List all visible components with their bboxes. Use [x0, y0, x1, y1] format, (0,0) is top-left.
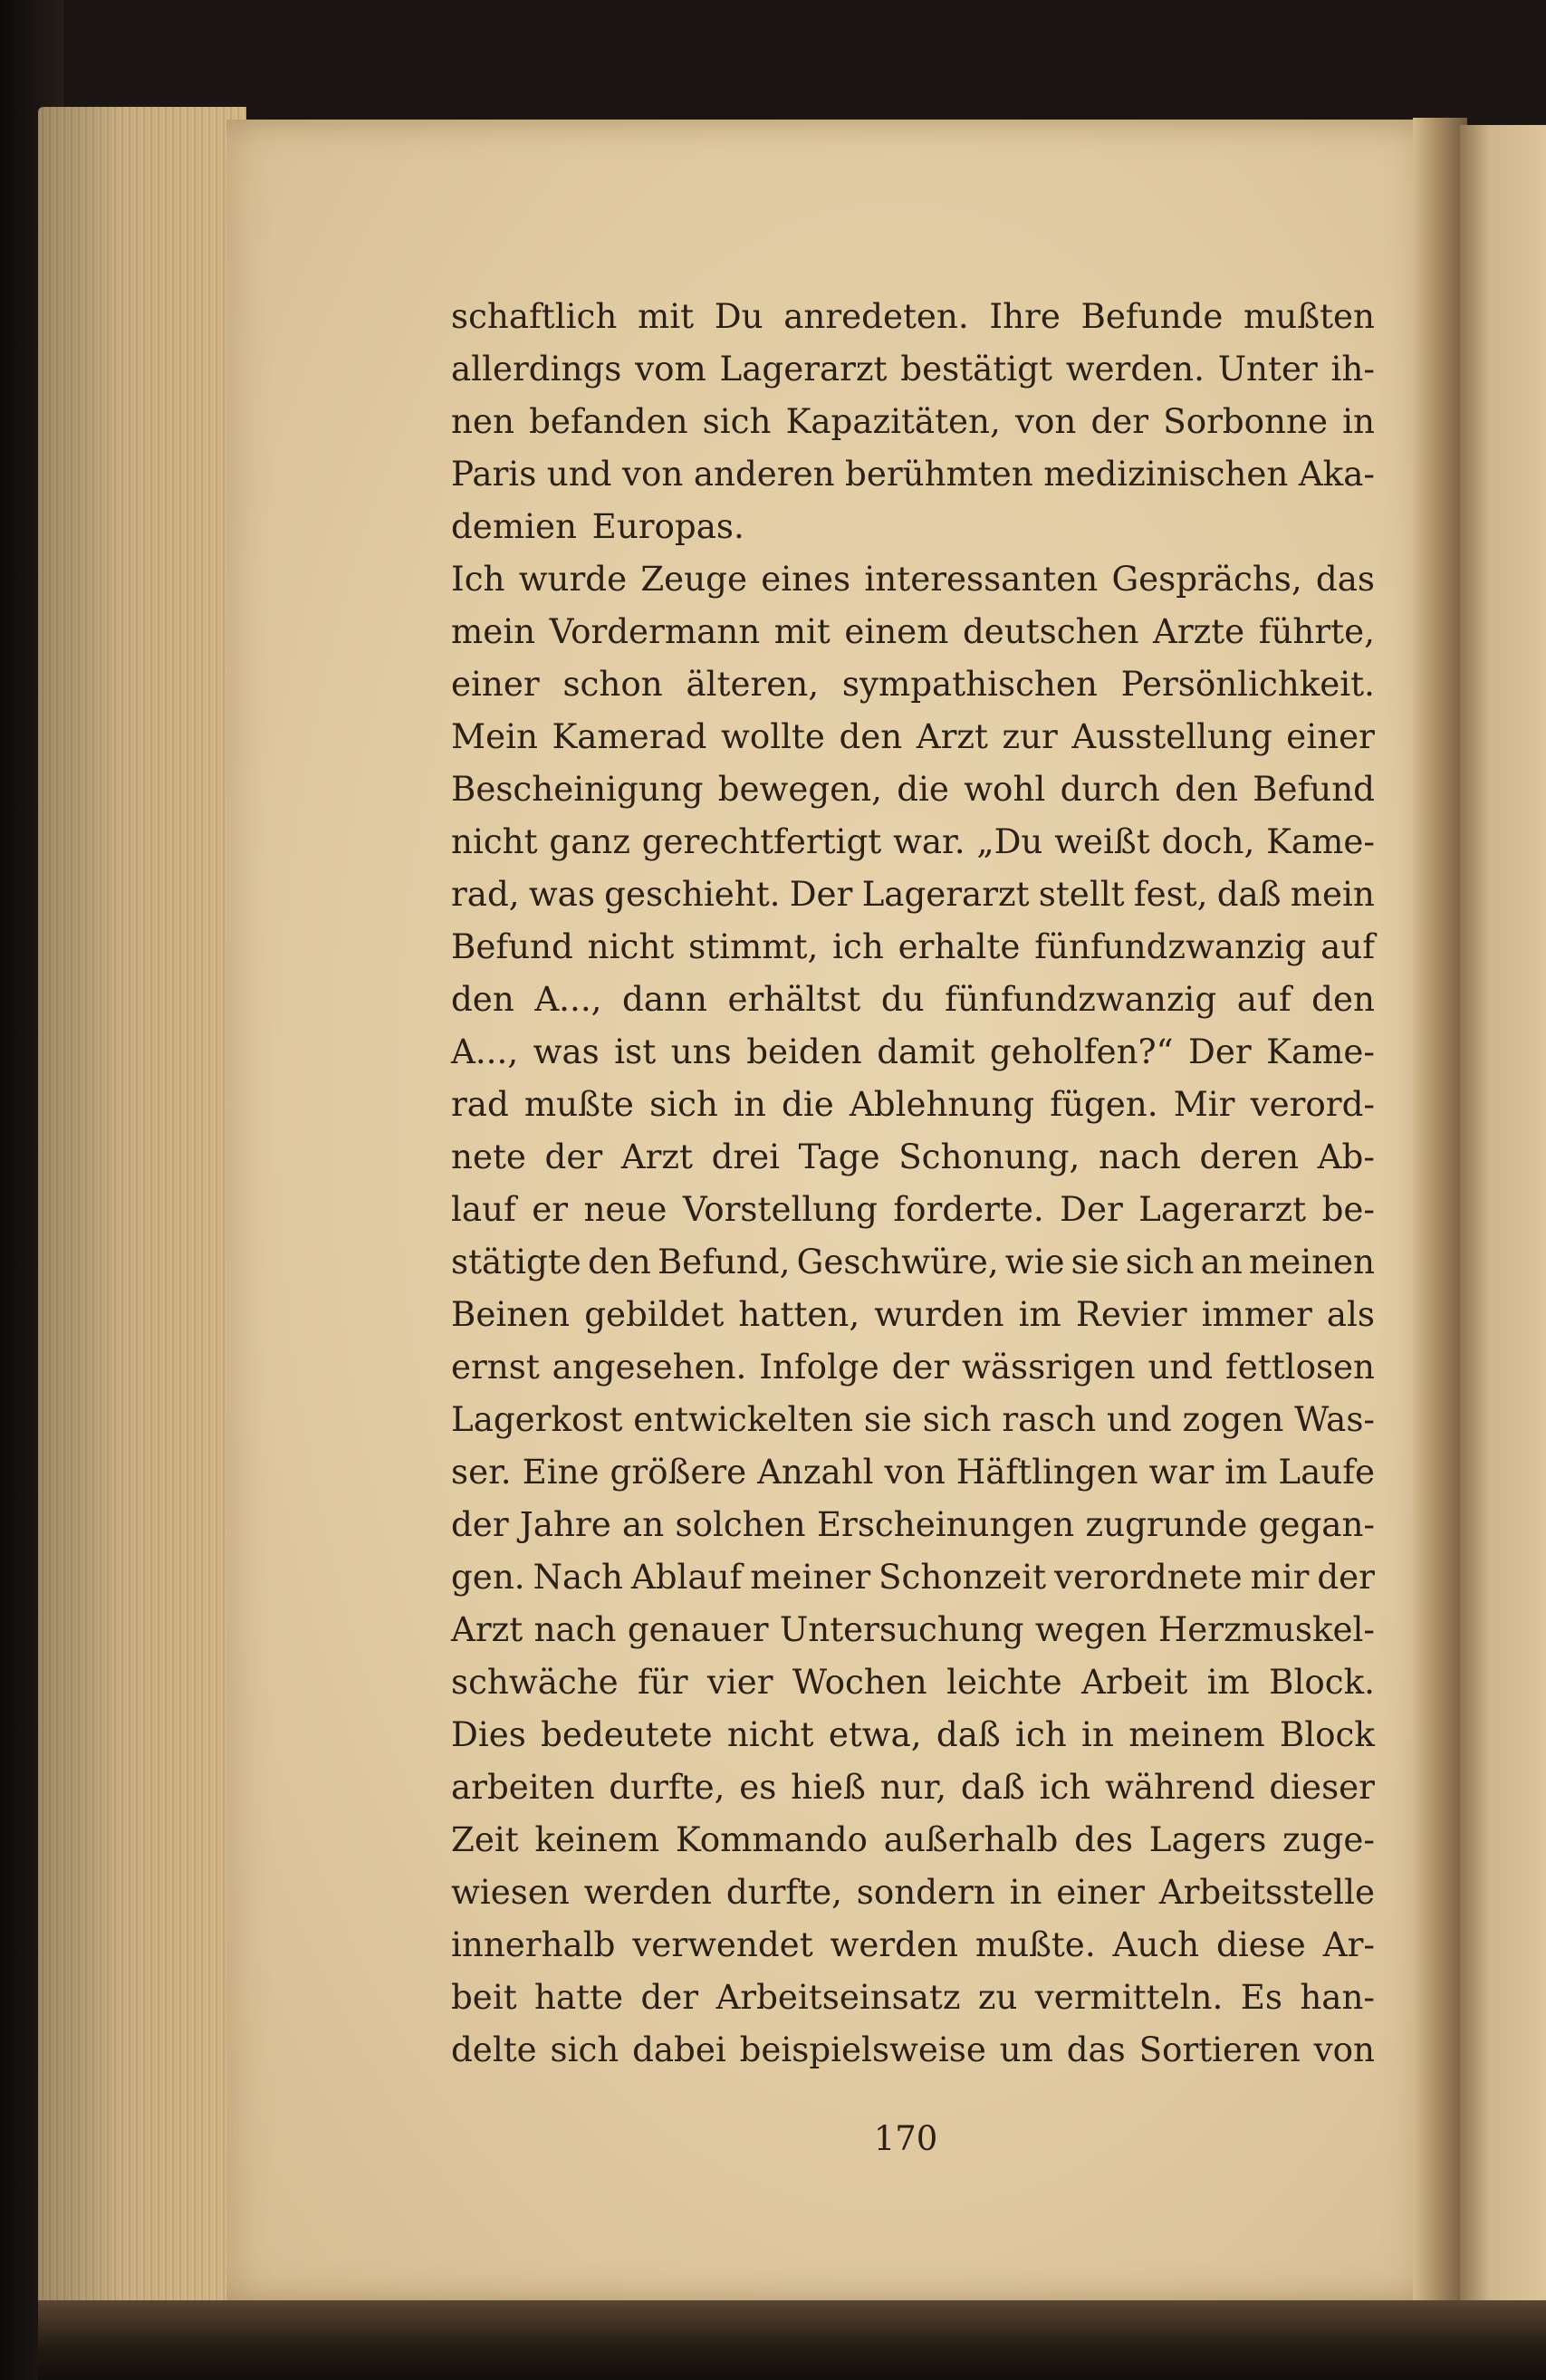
word: meinem — [1128, 1714, 1265, 1754]
word: bedeutete — [541, 1714, 713, 1754]
word: nach — [533, 1609, 617, 1649]
word: Sorbonne — [1163, 401, 1328, 441]
word: war — [1148, 1452, 1215, 1492]
word: das — [1315, 559, 1375, 599]
word: allerdings — [451, 349, 622, 389]
word: Schonzeit — [879, 1557, 1047, 1597]
word: Arzt — [620, 1137, 693, 1176]
text-line — [451, 1708, 1375, 1761]
word: Gesprächs, — [1111, 559, 1302, 599]
word: Ausstellung — [1071, 716, 1272, 756]
word: Paris — [451, 454, 537, 494]
text-line — [451, 1340, 1375, 1393]
word: Infolge — [759, 1347, 879, 1387]
word: den — [1311, 979, 1375, 1019]
word: medizinischen — [1043, 454, 1289, 494]
word: vom — [635, 349, 706, 389]
word: Tage — [798, 1137, 880, 1176]
text-line — [451, 1918, 1375, 1971]
word: für — [638, 1662, 688, 1702]
word: neue — [583, 1189, 667, 1229]
word: Erscheinungen — [816, 1504, 1075, 1544]
word: ganz — [549, 821, 630, 861]
word: Herzmuskel- — [1157, 1609, 1375, 1649]
text-line — [451, 1655, 1375, 1708]
word: anderen — [693, 454, 835, 494]
word: Lagerarzt — [1138, 1189, 1307, 1229]
word: fest, — [1133, 874, 1208, 914]
word: Arzt — [451, 1609, 523, 1649]
word: erhältst — [727, 979, 861, 1019]
word: größere — [610, 1452, 747, 1492]
word: Lagerarzt — [719, 349, 888, 389]
word: nur, — [879, 1767, 947, 1807]
text-line — [451, 290, 1375, 342]
word: einer — [451, 664, 540, 704]
word: werden — [830, 1924, 958, 1964]
word: nete — [451, 1137, 526, 1176]
text-line — [451, 500, 1375, 552]
word: einer — [1056, 1872, 1145, 1912]
word: lauf — [451, 1189, 516, 1229]
word: stimmt, — [688, 926, 819, 966]
word: befanden — [529, 401, 688, 441]
word: Jahre — [519, 1504, 611, 1544]
word: Arbeit — [1081, 1662, 1188, 1702]
word: Der — [1188, 1032, 1252, 1071]
word: in — [1342, 401, 1375, 441]
body-text — [451, 290, 1375, 2076]
word: verwendet — [632, 1924, 813, 1964]
word: hieß — [791, 1767, 866, 1807]
word: was — [528, 874, 595, 914]
word: ich — [1039, 1767, 1091, 1807]
word: den — [587, 1242, 651, 1281]
word: mit — [638, 296, 695, 336]
word: ich — [1015, 1714, 1067, 1754]
word: nen — [451, 401, 514, 441]
word: mußten — [1244, 296, 1375, 336]
word: Ich — [451, 559, 505, 599]
word: und — [546, 454, 612, 494]
word: Lagerarzt — [861, 874, 1030, 914]
word: durch — [1060, 769, 1160, 809]
word: ih- — [1330, 349, 1375, 389]
word: wurden — [874, 1294, 1004, 1334]
text-line — [451, 1761, 1375, 1813]
word: wurde — [518, 559, 628, 599]
word: Nach — [533, 1557, 623, 1597]
word: Zeuge — [640, 559, 747, 599]
word: durfte, — [725, 1872, 842, 1912]
word: beispielsweise — [739, 2030, 986, 2069]
word: zogen — [1182, 1399, 1284, 1439]
text-line — [451, 447, 1375, 500]
word: wohl — [964, 769, 1046, 809]
text-line — [451, 342, 1375, 395]
word: geschieht. — [604, 874, 781, 914]
word: deren — [1199, 1137, 1300, 1176]
word: Untersuchung — [779, 1609, 1024, 1649]
word: Kamerad — [552, 716, 707, 756]
word: genauer — [627, 1609, 769, 1649]
word: wie — [1004, 1242, 1065, 1281]
word: Eine — [522, 1452, 600, 1492]
word: Arzte — [1153, 611, 1245, 651]
word: Ar- — [1322, 1924, 1375, 1964]
word: Es — [1240, 1977, 1282, 2017]
word: Was- — [1294, 1399, 1375, 1439]
word: der — [640, 1977, 699, 2017]
word: zuge- — [1282, 1819, 1375, 1859]
word: Häftlingen — [955, 1452, 1138, 1492]
word: Block — [1279, 1714, 1375, 1754]
text-line — [451, 1130, 1375, 1183]
word: delte — [451, 2030, 537, 2069]
text-line — [451, 1393, 1375, 1445]
word: den — [1175, 769, 1238, 809]
word: der — [1317, 1557, 1375, 1597]
word: daß — [960, 1767, 1025, 1807]
word: rad, — [451, 874, 520, 914]
word: und — [1147, 1347, 1214, 1387]
word: ich — [832, 926, 884, 966]
word: rad — [451, 1084, 509, 1124]
text-line — [451, 1025, 1375, 1078]
word: durfte, — [609, 1767, 725, 1807]
word: verordnete — [1053, 1557, 1243, 1597]
word: daß — [936, 1714, 1001, 1754]
book-gutter — [1413, 118, 1467, 2309]
word: an — [1200, 1242, 1243, 1281]
word: Wochen — [792, 1662, 927, 1702]
word: die — [897, 769, 949, 809]
word: gerechtfertigt — [641, 821, 882, 861]
word: Europas. — [591, 506, 744, 546]
word: Beinen — [451, 1294, 571, 1334]
word: gen. — [451, 1557, 525, 1597]
word: nicht — [587, 926, 675, 966]
word: Vordermann — [549, 611, 761, 651]
word: ser. — [451, 1452, 512, 1492]
word: Bescheinigung — [451, 769, 704, 809]
word: weißt — [1054, 821, 1150, 861]
word: sich — [649, 1084, 718, 1124]
word: stätigte — [451, 1242, 581, 1281]
word: als — [1326, 1294, 1375, 1334]
word: führte, — [1258, 611, 1375, 651]
word: fünfundzwanzig — [1034, 926, 1307, 966]
word: daß — [1216, 874, 1282, 914]
word: Revier — [1075, 1294, 1187, 1334]
text-line — [451, 1183, 1375, 1235]
word: im — [1206, 1662, 1250, 1702]
word: hatte — [534, 1977, 624, 2017]
word: in — [1009, 1872, 1042, 1912]
word: mir — [1250, 1557, 1310, 1597]
word: an — [622, 1504, 665, 1544]
word: Vorstellung — [682, 1189, 878, 1229]
word: mußte. — [975, 1924, 1096, 1964]
word: keinem — [534, 1819, 660, 1859]
word: mein — [451, 611, 536, 651]
word: Mir — [1173, 1084, 1235, 1124]
word: nicht — [726, 1714, 814, 1754]
word: zugrunde — [1085, 1504, 1248, 1544]
word: Mein — [451, 716, 538, 756]
word: Ablauf — [630, 1557, 743, 1597]
word: solchen — [675, 1504, 806, 1544]
word: bestätigt — [900, 349, 1052, 389]
word: nach — [1098, 1137, 1181, 1176]
word: verord- — [1250, 1084, 1375, 1124]
word: Kame- — [1266, 1032, 1375, 1071]
word: damit — [877, 1032, 975, 1071]
word: der — [451, 1504, 509, 1544]
word: Kommando — [675, 1819, 868, 1859]
word: wiesen — [451, 1872, 570, 1912]
text-line — [451, 1971, 1375, 2023]
word: beit — [451, 1977, 517, 2017]
word: Kame- — [1266, 821, 1375, 861]
word: der — [544, 1137, 603, 1176]
text-line — [451, 395, 1375, 447]
word: Kapazitäten, — [785, 401, 1001, 441]
text-line — [451, 710, 1375, 763]
word: geholfen?“ — [989, 1032, 1174, 1071]
text-line — [451, 763, 1375, 815]
word: meiner — [750, 1557, 871, 1597]
word: des — [1074, 1819, 1133, 1859]
word: von — [1313, 2030, 1375, 2069]
word: Persönlichkeit. — [1120, 664, 1375, 704]
text-line — [451, 1498, 1375, 1550]
word: mußte — [523, 1084, 634, 1124]
word: gegan- — [1258, 1504, 1375, 1544]
word: Sortieren — [1138, 2030, 1301, 2069]
word: auf — [1320, 926, 1375, 966]
word: und — [1107, 1399, 1172, 1439]
word: Befund, — [657, 1242, 791, 1281]
word: mein — [1290, 874, 1375, 914]
word: die — [782, 1084, 834, 1124]
word: diese — [1216, 1924, 1306, 1964]
next-page-edge — [1460, 125, 1546, 2308]
text-line — [451, 657, 1375, 710]
word: dieser — [1269, 1767, 1375, 1807]
word: sich — [702, 401, 772, 441]
word: zur — [1002, 716, 1058, 756]
word: in — [1081, 1714, 1114, 1754]
word: meinen — [1248, 1242, 1375, 1281]
word: be- — [1321, 1189, 1375, 1229]
text-line — [451, 1445, 1375, 1498]
word: immer — [1201, 1294, 1312, 1334]
word: sondern — [856, 1872, 995, 1912]
word: sie — [1071, 1242, 1119, 1281]
text-line — [451, 868, 1375, 920]
word: es — [739, 1767, 777, 1807]
word: Aka- — [1298, 454, 1375, 494]
word: Befund — [1253, 769, 1375, 809]
word: demien — [451, 506, 577, 546]
word: A..., — [451, 1032, 519, 1071]
word: Der — [789, 874, 853, 914]
word: doch, — [1161, 821, 1255, 861]
word: werden — [583, 1872, 713, 1912]
word: rasch — [1002, 1399, 1097, 1439]
page-number: 170 — [873, 2119, 938, 2158]
word: han- — [1300, 1977, 1375, 2017]
text-line — [451, 920, 1375, 973]
word: dabei — [632, 2030, 726, 2069]
word: forderte. — [893, 1189, 1044, 1229]
text-line — [451, 1866, 1375, 1918]
word: im — [1018, 1294, 1061, 1334]
word: Unter — [1217, 349, 1318, 389]
word: während — [1105, 1767, 1255, 1807]
word: „Du — [976, 821, 1043, 861]
word: den — [839, 716, 903, 756]
word: innerhalb — [451, 1924, 616, 1964]
word: älteren, — [686, 664, 820, 704]
word: von — [622, 454, 684, 494]
word: wegen — [1034, 1609, 1147, 1649]
text-line — [451, 1288, 1375, 1340]
word: Schonung, — [898, 1137, 1080, 1176]
word: er — [532, 1189, 569, 1229]
word: entwickelten — [633, 1399, 854, 1439]
word: fünfundzwanzig — [945, 979, 1217, 1019]
word: anredeten. — [783, 296, 969, 336]
word: wässrigen — [962, 1347, 1136, 1387]
word: der — [1090, 401, 1149, 441]
word: A..., — [534, 979, 602, 1019]
word: drei — [711, 1137, 781, 1176]
word: Befund — [451, 926, 573, 966]
word: von — [1014, 401, 1077, 441]
text-line — [451, 2023, 1375, 2076]
word: fügen. — [1050, 1084, 1158, 1124]
word: Lagerkost — [451, 1399, 623, 1439]
word: Befunde — [1080, 296, 1224, 336]
word: ist — [614, 1032, 657, 1071]
word: Ihre — [989, 296, 1061, 336]
word: Geschwüre, — [796, 1242, 999, 1281]
word: außerhalb — [883, 1819, 1059, 1859]
word: vier — [706, 1662, 773, 1702]
word: mit — [773, 611, 831, 651]
word: Laufe — [1278, 1452, 1375, 1492]
word: stellt — [1038, 874, 1125, 914]
word: um — [999, 2030, 1053, 2069]
page-stack-shade — [38, 107, 246, 2308]
text-line — [451, 815, 1375, 868]
word: deutschen — [962, 611, 1139, 651]
word: schaftlich — [451, 296, 618, 336]
text-line — [451, 973, 1375, 1025]
text-line — [451, 1603, 1375, 1655]
text-line — [451, 552, 1375, 605]
word: gebildet — [584, 1294, 725, 1334]
word: hatten, — [738, 1294, 860, 1334]
word: einer — [1286, 716, 1375, 756]
word: den — [451, 979, 514, 1019]
word: Arbeitseinsatz — [715, 1977, 961, 2017]
word: schwäche — [451, 1662, 619, 1702]
word: werden. — [1065, 349, 1205, 389]
word: im — [1224, 1452, 1268, 1492]
word: Zeit — [451, 1819, 519, 1859]
word: du — [880, 979, 925, 1019]
word: das — [1066, 2030, 1126, 2069]
word: was — [533, 1032, 600, 1071]
word: dann — [622, 979, 707, 1019]
word: Der — [1060, 1189, 1123, 1229]
word: Arzt — [916, 716, 988, 756]
word: in — [734, 1084, 766, 1124]
bottom-background — [38, 2300, 1546, 2380]
word: schon — [562, 664, 663, 704]
word: arbeiten — [451, 1767, 595, 1807]
word: sich — [550, 2030, 619, 2069]
word: erhalte — [898, 926, 1021, 966]
word: Ablehnung — [849, 1084, 1035, 1124]
word: leichte — [946, 1662, 1062, 1702]
word: interessanten — [864, 559, 1099, 599]
text-line — [451, 605, 1375, 657]
word: auf — [1236, 979, 1292, 1019]
word: bewegen, — [717, 769, 882, 809]
word: Dies — [451, 1714, 526, 1754]
word: Ab- — [1317, 1137, 1375, 1176]
word: angesehen. — [552, 1347, 747, 1387]
word: uns — [670, 1032, 732, 1071]
word: der — [891, 1347, 950, 1387]
word: sympathischen — [841, 664, 1098, 704]
word: eines — [761, 559, 851, 599]
word: sie — [863, 1399, 912, 1439]
word: Auch — [1112, 1924, 1200, 1964]
word: ernst — [451, 1347, 540, 1387]
word: sich — [1125, 1242, 1195, 1281]
text-line — [451, 1235, 1375, 1288]
word: Du — [714, 296, 763, 336]
word: war. — [893, 821, 965, 861]
word: sich — [922, 1399, 992, 1439]
word: Arbeitsstelle — [1158, 1872, 1375, 1912]
text-line — [451, 1078, 1375, 1130]
word: nicht — [451, 821, 538, 861]
word: Lagers — [1148, 1819, 1267, 1859]
word: Block. — [1269, 1662, 1375, 1702]
text-line — [451, 1550, 1375, 1603]
word: beiden — [746, 1032, 862, 1071]
text-line — [451, 1813, 1375, 1866]
word: von — [884, 1452, 946, 1492]
word: vermitteln. — [1034, 1977, 1224, 2017]
word: wollte — [720, 716, 825, 756]
word: etwa, — [828, 1714, 922, 1754]
word: einem — [844, 611, 949, 651]
word: fettlosen — [1225, 1347, 1375, 1387]
word: berühmten — [845, 454, 1033, 494]
word: Anzahl — [757, 1452, 874, 1492]
word: zu — [977, 1977, 1018, 2017]
